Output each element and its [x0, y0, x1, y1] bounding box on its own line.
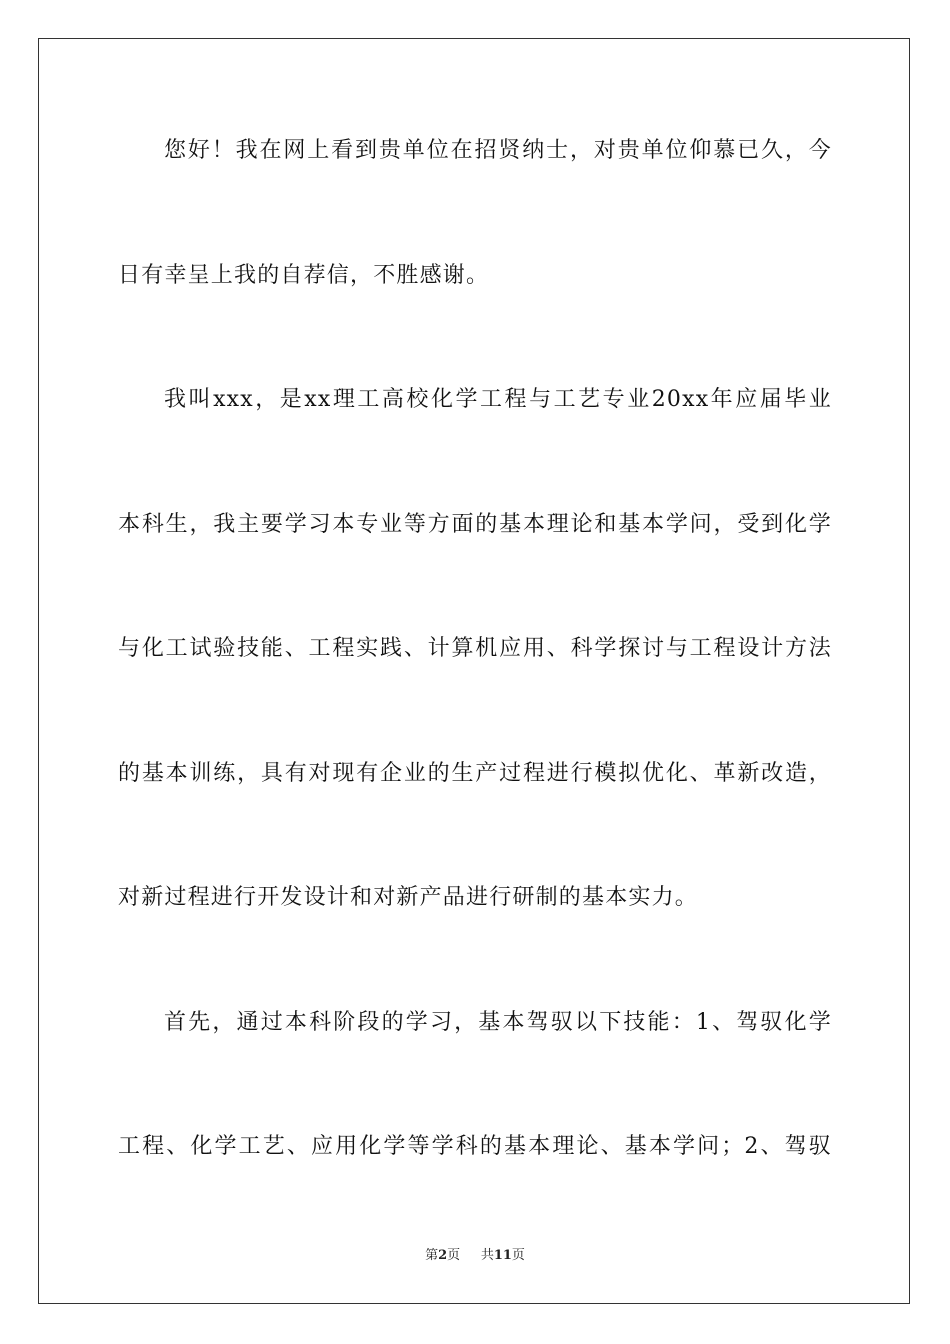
- paragraph-1-line-1: 您好！我在网上看到贵单位在招贤纳士，对贵单位仰慕已久，今: [164, 138, 832, 163]
- page-footer: [0, 1247, 950, 1265]
- footer-total-pages: 11: [493, 1248, 512, 1263]
- footer-page-number: 2: [438, 1248, 448, 1263]
- paragraph-1-line-2: 日有幸呈上我的自荐信，不胜感谢。: [118, 263, 490, 288]
- footer-total-prefix: 共: [480, 1248, 494, 1263]
- page-border: [38, 38, 910, 1304]
- paragraph-2-line-3: 与化工试验技能、工程实践、计算机应用、科学探讨与工程设计方法: [118, 636, 832, 661]
- footer-page-prefix: 第: [425, 1248, 439, 1263]
- paragraph-2-line-2: 本科生，我主要学习本专业等方面的基本理论和基本学问，受到化学: [118, 512, 832, 537]
- paragraph-2-line-5: 对新过程进行开发设计和对新产品进行研制的基本实力。: [118, 885, 699, 910]
- paragraph-2-line-1: 我叫xxx，是xx理工高校化学工程与工艺专业20xx年应届毕业: [164, 387, 832, 412]
- paragraph-2-line-4: 的基本训练，具有对现有企业的生产过程进行模拟优化、革新改造，: [118, 761, 832, 786]
- footer-page-suffix: 页: [447, 1248, 461, 1263]
- footer-total-suffix: 页: [511, 1248, 525, 1263]
- paragraph-3-line-2: 工程、化学工艺、应用化学等学科的基本理论、基本学问；2、驾驭: [118, 1134, 832, 1159]
- paragraph-3-line-1: 首先，通过本科阶段的学习，基本驾驭以下技能：1、驾驭化学: [164, 1010, 832, 1035]
